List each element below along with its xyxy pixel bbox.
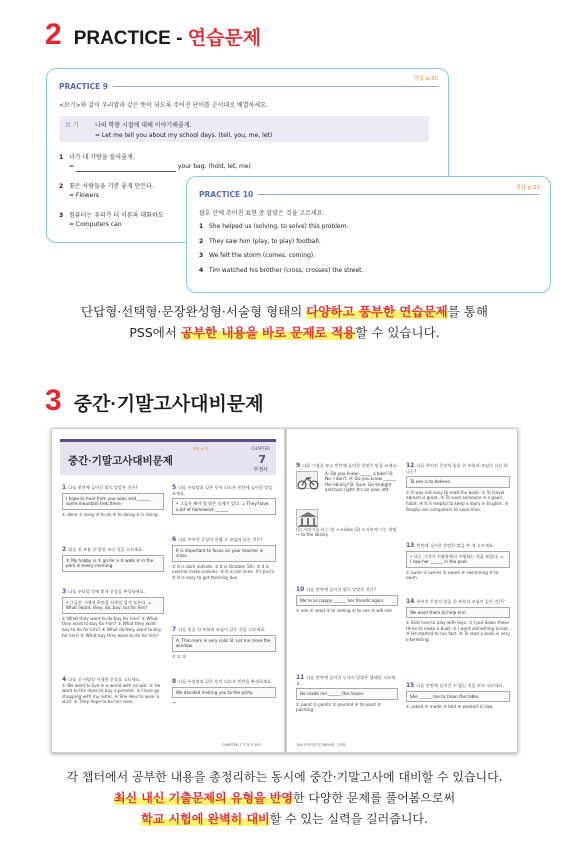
section-heading: 중간·기말고사대비문제 xyxy=(73,394,264,415)
practice-10-label: PRACTICE 10 xyxy=(199,190,254,199)
item-number: 3 xyxy=(199,252,204,259)
question-1 xyxy=(59,154,251,172)
caption-line-2 xyxy=(0,788,569,809)
question-block xyxy=(172,485,276,517)
caption-line-1 xyxy=(0,301,569,322)
question-options: ① asked ② made ③ told ④ wanted ⑤ saw xyxy=(406,704,493,710)
question-box: He made me ______ the house. xyxy=(296,688,398,700)
section-number: 2 xyxy=(45,18,62,51)
question-number: 1 xyxy=(59,154,64,161)
caption-line-2 xyxy=(0,322,569,343)
section-heading xyxy=(74,23,261,50)
question-options: ① swim ② swims ③ swam ④ swimming ⑤ to swim xyxy=(406,569,499,581)
question-box: We want them to help him. xyxy=(406,607,510,619)
question-2 xyxy=(59,183,154,200)
practice-10-card xyxy=(186,176,551,293)
example-label: 보 기 xyxy=(65,122,79,129)
caption-text: 할 수 있습니다. xyxy=(355,325,440,340)
picture-column xyxy=(296,471,322,527)
question-options: ① ② ③ xyxy=(172,653,186,659)
question-options: ① What they want to do buy for him? ② What they want to buy for him? ③ What they want buy to do for him? ④ What do they want to buy for him? ⑤ What buy they want to do for him? xyxy=(62,615,162,638)
caption-highlight: 공부한 내용을 바로 문제로 적용 xyxy=(180,325,356,340)
question-box: We're so happy ______ her friends again. xyxy=(296,595,398,607)
question-number: 14 xyxy=(406,598,415,605)
question-text: 다음 우리말과 같은 뜻이 되도록 빈칸에 들어갈 말을 쓰세요. xyxy=(172,485,273,496)
caption-highlight: 학교 시험에 완벽히 대비 xyxy=(141,812,270,826)
caption-text: 를 통해 xyxy=(447,304,488,319)
question-block xyxy=(406,543,510,581)
question-options: (1) 자전거를 타는 법 → a bike (2) 도서관에 가는 방법 → to the library xyxy=(296,526,397,538)
caption-highlight: 최신 내신 기출문제의 유형을 반영 xyxy=(113,791,293,805)
answer-page-ref: 정답 p.31 xyxy=(193,447,209,451)
question-number: 10 xyxy=(296,586,305,593)
question-text: 다음 우리말과 같은 뜻이 되도록 빈칸을 완성하세요. xyxy=(178,679,273,684)
page-title: 중간·기말고사대비문제 xyxy=(68,455,173,467)
heading-text: PRACTICE - xyxy=(73,28,188,49)
list-item xyxy=(199,267,363,276)
section-3-caption xyxy=(0,767,569,830)
left-page-header xyxy=(60,439,276,475)
question-block xyxy=(62,589,164,638)
item-number: 1 xyxy=(199,223,204,230)
question-options: ① done ② zong ③ to do ④ to doing ⑤ is doing xyxy=(62,511,158,517)
item-text: She helped us (solving, to solve) this problem. xyxy=(209,223,349,230)
question-block xyxy=(172,679,276,706)
picture-dialogue xyxy=(296,471,398,527)
question-korean: 꽃은 사람들을 기분 좋게 만든다. xyxy=(69,183,154,190)
question-box: A: This room is very cold. B: Let me close the window. xyxy=(172,635,276,652)
practice-9-label: PRACTICE 9 xyxy=(59,82,108,91)
question-number: 9 xyxy=(296,462,301,469)
question-text: 다음 우리말 뜻에 맞게 문장을 완성하세요. xyxy=(68,589,145,594)
question-block xyxy=(172,537,276,581)
question-box: • 나는 그녀가 수영장에서 수영하는 것을 보았다. = I saw her ______ in the pool. xyxy=(406,551,510,568)
question-box: • 그들은 그에게 무엇을 사주일 일지 모른다. = What (want, they, do, buy, to) for him? xyxy=(62,597,164,614)
heading-red-text: 연습문제 xyxy=(187,28,262,49)
question-korean: 너가 네 가방을 들어줄게. xyxy=(69,154,135,161)
dialogue-text: A: Do you know ______ a bike? B: No, I don't. A: Do you know ______ the library? B: Sure. Go straight and turn right. It's on your left. xyxy=(325,470,396,493)
question-block xyxy=(62,547,164,574)
question-number: 5 xyxy=(172,484,177,491)
question-number: 15 xyxy=(406,682,415,689)
question-korean: 컴퓨터는 우리가 더 이른과 대화하도 xyxy=(69,212,164,219)
question-block xyxy=(406,599,510,643)
example-content xyxy=(95,120,272,142)
caption-text: 한 다양한 문제를 풀어봄으로써 xyxy=(292,791,456,805)
list-item xyxy=(199,252,363,261)
question-box: ① My hobby is ② go for a ③ walk ④ in the park ⑤ every morning. xyxy=(62,555,164,572)
caption-highlight: 다양하고 풍부한 연습문제 xyxy=(306,304,448,319)
question-number: 1 xyxy=(62,484,67,491)
library-icon xyxy=(296,509,318,527)
question-options: ① paint ② paints ③ painted ④ to paint ⑤ painting xyxy=(296,701,382,713)
question-options: ① see ② seed ③ to seeing ④ to see ⑤ will see xyxy=(296,608,392,614)
item-text: They saw him (play, to play) football. xyxy=(209,237,321,245)
question-block xyxy=(406,683,510,710)
question-block xyxy=(296,675,398,713)
left-page-footer: CHAPTER 7 부정사 193 xyxy=(222,743,261,747)
example-box xyxy=(59,116,429,142)
question-options: ① It is dark outside. ② It is October 5th. ③ It is used to make cookies. ④ It is not mine. It's Jinu's. ⑤ It is easy to get there by bus. xyxy=(172,563,276,580)
question-number: 8 xyxy=(172,678,177,685)
caption-line-1: 각 챕터에서 공부한 내용을 총정리하는 동시에 중간·기말고사에 대비할 수 있습니다. xyxy=(66,770,503,784)
question-number: 2 xyxy=(59,183,64,190)
bike-icon xyxy=(296,471,318,489)
question-text: 다음 주어진 문장의 밑줄 친 부분과 쓰임이 다른 하나는? xyxy=(406,463,508,474)
caption-text: 단답형·선택형·문장완성형·서술형 형태의 xyxy=(81,304,307,319)
question-text: 주어진 문장의 밑줄 친 부분과 쓰임이 같은 것은? xyxy=(416,599,505,604)
practice-10-header xyxy=(199,190,539,199)
question-box: She ______ me to clean the table. xyxy=(406,691,510,703)
instruction: 괄호 안에 주어진 표현 중 알맞은 것을 고르세요. xyxy=(199,210,325,217)
section-3-title xyxy=(45,384,264,418)
question-block xyxy=(62,485,164,517)
question-number: 3 xyxy=(59,212,64,219)
question-options: → xyxy=(172,700,176,706)
item-number: 2 xyxy=(199,237,204,245)
question-english: = Flowers xyxy=(69,191,99,199)
question-number: 2 xyxy=(62,546,67,553)
instruction: <보기>와 같이 우리말과 같은 뜻이 되도록 주어진 단어를 순서대로 배열하세요. xyxy=(59,102,268,109)
question-tail: your bag. (hold, let, me) xyxy=(175,162,251,170)
section-2-caption xyxy=(0,301,569,343)
question-number: 6 xyxy=(172,536,177,543)
section-number: 3 xyxy=(45,384,62,417)
question-text: 다음 그림을 보고 빈칸에 들어갈 알맞은 말을 쓰세요. xyxy=(302,463,398,468)
section-2-title xyxy=(45,18,261,52)
example-korean: 나의 학창 시절에 대해 이야기해줄게. xyxy=(95,122,192,129)
question-number: 4 xyxy=(62,676,67,683)
question-block xyxy=(406,463,510,512)
answer-page-ref: 정답 p.30 xyxy=(515,185,540,191)
question-text: 빈칸에 들어갈 알맞은 말을 쓴 개 고르세요. xyxy=(416,543,495,548)
question-box: It is important to focus on your teacher in class. xyxy=(172,545,276,562)
question-text: 다음 주어진 문장의 용법 중 쓰임과 다른 것은? xyxy=(178,537,263,542)
question-box: I hope to hear from you soon and ______ some mountain trek there. xyxy=(62,493,164,510)
answer-prefix: = xyxy=(69,162,76,170)
question-options: ① It was not easy to read the book. ② To travel abroad is great. ③ To save someone is a good habit. ④ It is helpful to keep a diary in English. ⑤ People use computers to save time. xyxy=(406,489,509,512)
item-number: 4 xyxy=(199,266,204,274)
question-text: 밑줄 친 부분 중 알맞 쓰인 것을 고르세요. xyxy=(68,547,144,552)
answer-page-ref: 정답 p.30 xyxy=(413,76,438,82)
question-box: To see is to believe. xyxy=(406,476,510,488)
chapter-label: CHAPTER xyxy=(251,446,270,451)
question-number: 12 xyxy=(406,462,415,469)
question-text: 다음 빈칸에 들어갈 말로 알맞은 것은? xyxy=(306,587,376,592)
question-number: 3 xyxy=(62,588,67,595)
practice-10-items xyxy=(199,223,363,275)
practice-9-header xyxy=(59,82,439,91)
example-english: = Let me tell you about my school days. (tell, you, me, let) xyxy=(95,132,273,139)
question-number: 11 xyxy=(296,674,305,681)
question-box: • 그들은 해야 할 많은 숙제가 있다. = They have a lot of homework ______. xyxy=(172,498,276,515)
caption-text: 할 수 있는 실력을 길러줍니다. xyxy=(269,812,428,826)
caption-line-3 xyxy=(0,809,569,830)
item-text: We felt the storm (comes, coming). xyxy=(209,252,316,259)
question-3 xyxy=(59,212,164,229)
list-item xyxy=(199,223,363,232)
question-box: We decided inviting you to the party. xyxy=(172,687,276,699)
question-options: ① Kids love to play with toys. ② I put down these three to make a boat. ③ I want something to eat. ④ He started to run fast. ⑤ To read a book is very interesting. xyxy=(406,620,510,642)
book-spine xyxy=(284,429,287,752)
question-text: 다음 빈칸에 들어갈 말로 알맞은 것은? xyxy=(68,485,138,490)
question-text: 다음 밑줄 친 부분의 쓰임이 같은 것을 고르세요. xyxy=(178,627,266,632)
question-block xyxy=(296,587,398,614)
chapter-number: 7 xyxy=(258,453,266,466)
question-number: 13 xyxy=(406,542,415,549)
book-spread xyxy=(51,428,518,753)
question-text: 다음 중 어법상 어색한 문장을 고르세요. xyxy=(68,677,141,682)
question-block xyxy=(62,677,164,705)
question-options: ① We want to live in a world with no war. ② He went to the store to buy a present. ③ I love go shopping with my sister. ④ She likes to wear a skirt. ⑤ They hope to be her soon. xyxy=(62,682,161,705)
list-item xyxy=(199,238,363,247)
question-number: 7 xyxy=(172,626,177,633)
answer-blank[interactable] xyxy=(76,163,176,173)
question-block xyxy=(296,463,398,538)
question-text: 다음 빈칸에 들어갈 동사의 알맞은 형태를 고르세요. xyxy=(296,675,396,686)
right-page-footer: 194 중학영문법 3800제 · 2학년 xyxy=(296,743,347,747)
caption-text: PSS에서 xyxy=(129,325,181,340)
question-english: = Computers can xyxy=(69,220,122,228)
item-text: Tim watched his brother (cross, crosses) the street. xyxy=(209,266,364,274)
chapter-topic: 부정사 xyxy=(253,467,268,473)
question-block xyxy=(172,627,276,659)
question-text: 다음 빈칸에 들어갈 수 없는 것을 모두 고르세요. xyxy=(416,683,504,688)
